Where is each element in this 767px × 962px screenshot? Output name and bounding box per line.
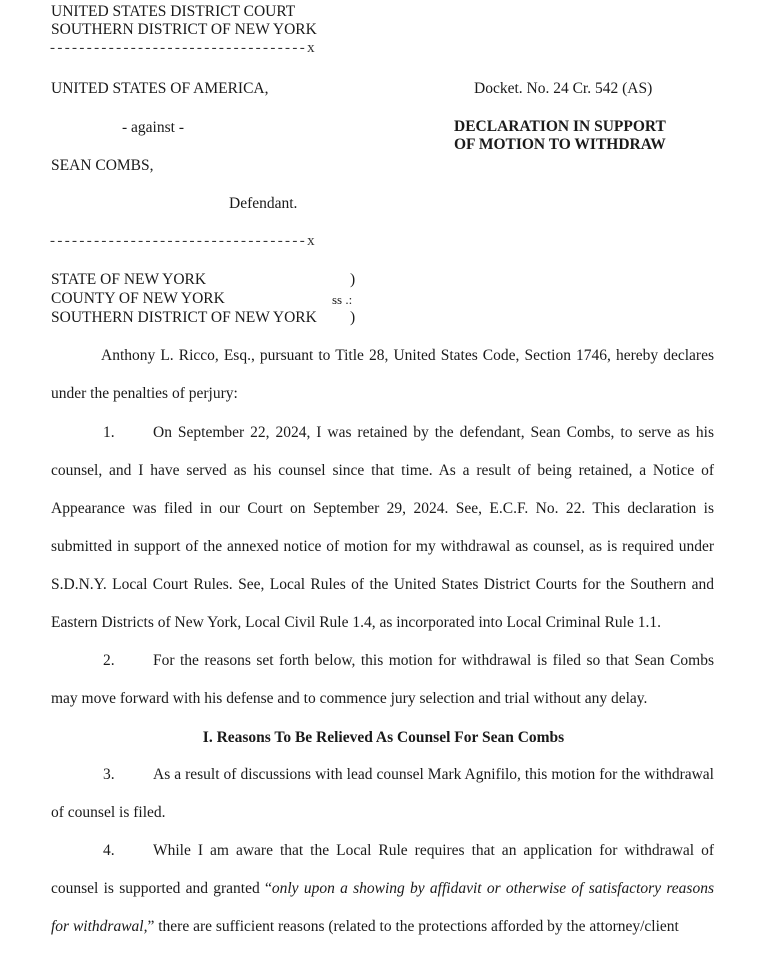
paragraph-4-quote: only upon a showing by affidavit or otherwise of satisfactory reasons for withdrawal, [51, 880, 714, 935]
venue-ss: ss .: [332, 292, 353, 307]
venue-paren-close: ) [350, 309, 356, 326]
venue-county: COUNTY OF NEW YORK [51, 290, 225, 307]
paragraph-4-text-after: ” there are sufficient reasons (related to the protections afforded by the attorney/client [147, 918, 679, 935]
caption-rule-bottom: -----------------------------------x [50, 233, 317, 249]
paragraph-1-number: 1. [103, 424, 115, 441]
caption-rule-top: -----------------------------------x [50, 40, 317, 56]
paragraph-2-number: 2. [103, 652, 115, 669]
paragraph-1 [51, 414, 714, 642]
paragraph-2-text: For the reasons set forth below, this motion for withdrawal is filed so that Sean Combs may move forward with his defense and to commence jury selection and trial without any delay. [51, 652, 714, 707]
court-district: SOUTHERN DISTRICT OF NEW YORK [51, 21, 317, 38]
paragraph-4-text-before: While I am aware that the Local Rule requires that an application for withdrawal of counsel is supported and granted “ [51, 842, 714, 897]
venue-state: STATE OF NEW YORK [51, 271, 207, 288]
court-name: UNITED STATES DISTRICT COURT [51, 3, 296, 20]
defendant-name: SEAN COMBS, [51, 157, 154, 174]
venue-district: SOUTHERN DISTRICT OF NEW YORK [51, 309, 317, 326]
paragraph-4-number: 4. [103, 842, 115, 859]
section-heading: I. Reasons To Be Relieved As Counsel For Sean Combs [202, 729, 565, 746]
paragraph-2 [51, 642, 714, 718]
intro-paragraph: Anthony L. Ricco, Esq., pursuant to Title 28, United States Code, Section 1746, hereby declares under the penalties of perjury: [51, 347, 714, 402]
paragraph-3 [51, 756, 714, 832]
paragraph-3-text: As a result of discussions with lead counsel Mark Agnifilo, this motion for the withdrawal of counsel is filed. [51, 766, 714, 821]
paragraph-4 [51, 832, 714, 946]
docket-number: Docket. No. 24 Cr. 542 (AS) [474, 80, 653, 97]
document-title-line1: DECLARATION IN SUPPORT [454, 118, 666, 135]
document-title-line2: OF MOTION TO WITHDRAW [454, 136, 666, 153]
plaintiff-name: UNITED STATES OF AMERICA, [51, 80, 269, 97]
paragraph-3-number: 3. [103, 766, 115, 783]
paragraph-1-text: On September 22, 2024, I was retained by the defendant, Sean Combs, to serve as his counsel, and I have served as his counsel since that time. As a result of being retained, a Notice of Appearance was filed in our Court on September 29, 2024. See, E.C.F. No. 22. This declaration is submitted in support of the annexed notice of motion for my withdrawal as counsel, as is required under S.D.N.Y. Local Court Rules. See, Local Rules of the United States District Courts for the Southern and Eastern Districts of New York, Local Civil Rule 1.4, as incorporated into Local Criminal Rule 1.1. [51, 424, 714, 631]
venue-paren-open: ) [350, 271, 356, 288]
against-label: - against - [122, 119, 184, 136]
defendant-label: Defendant. [229, 195, 298, 212]
